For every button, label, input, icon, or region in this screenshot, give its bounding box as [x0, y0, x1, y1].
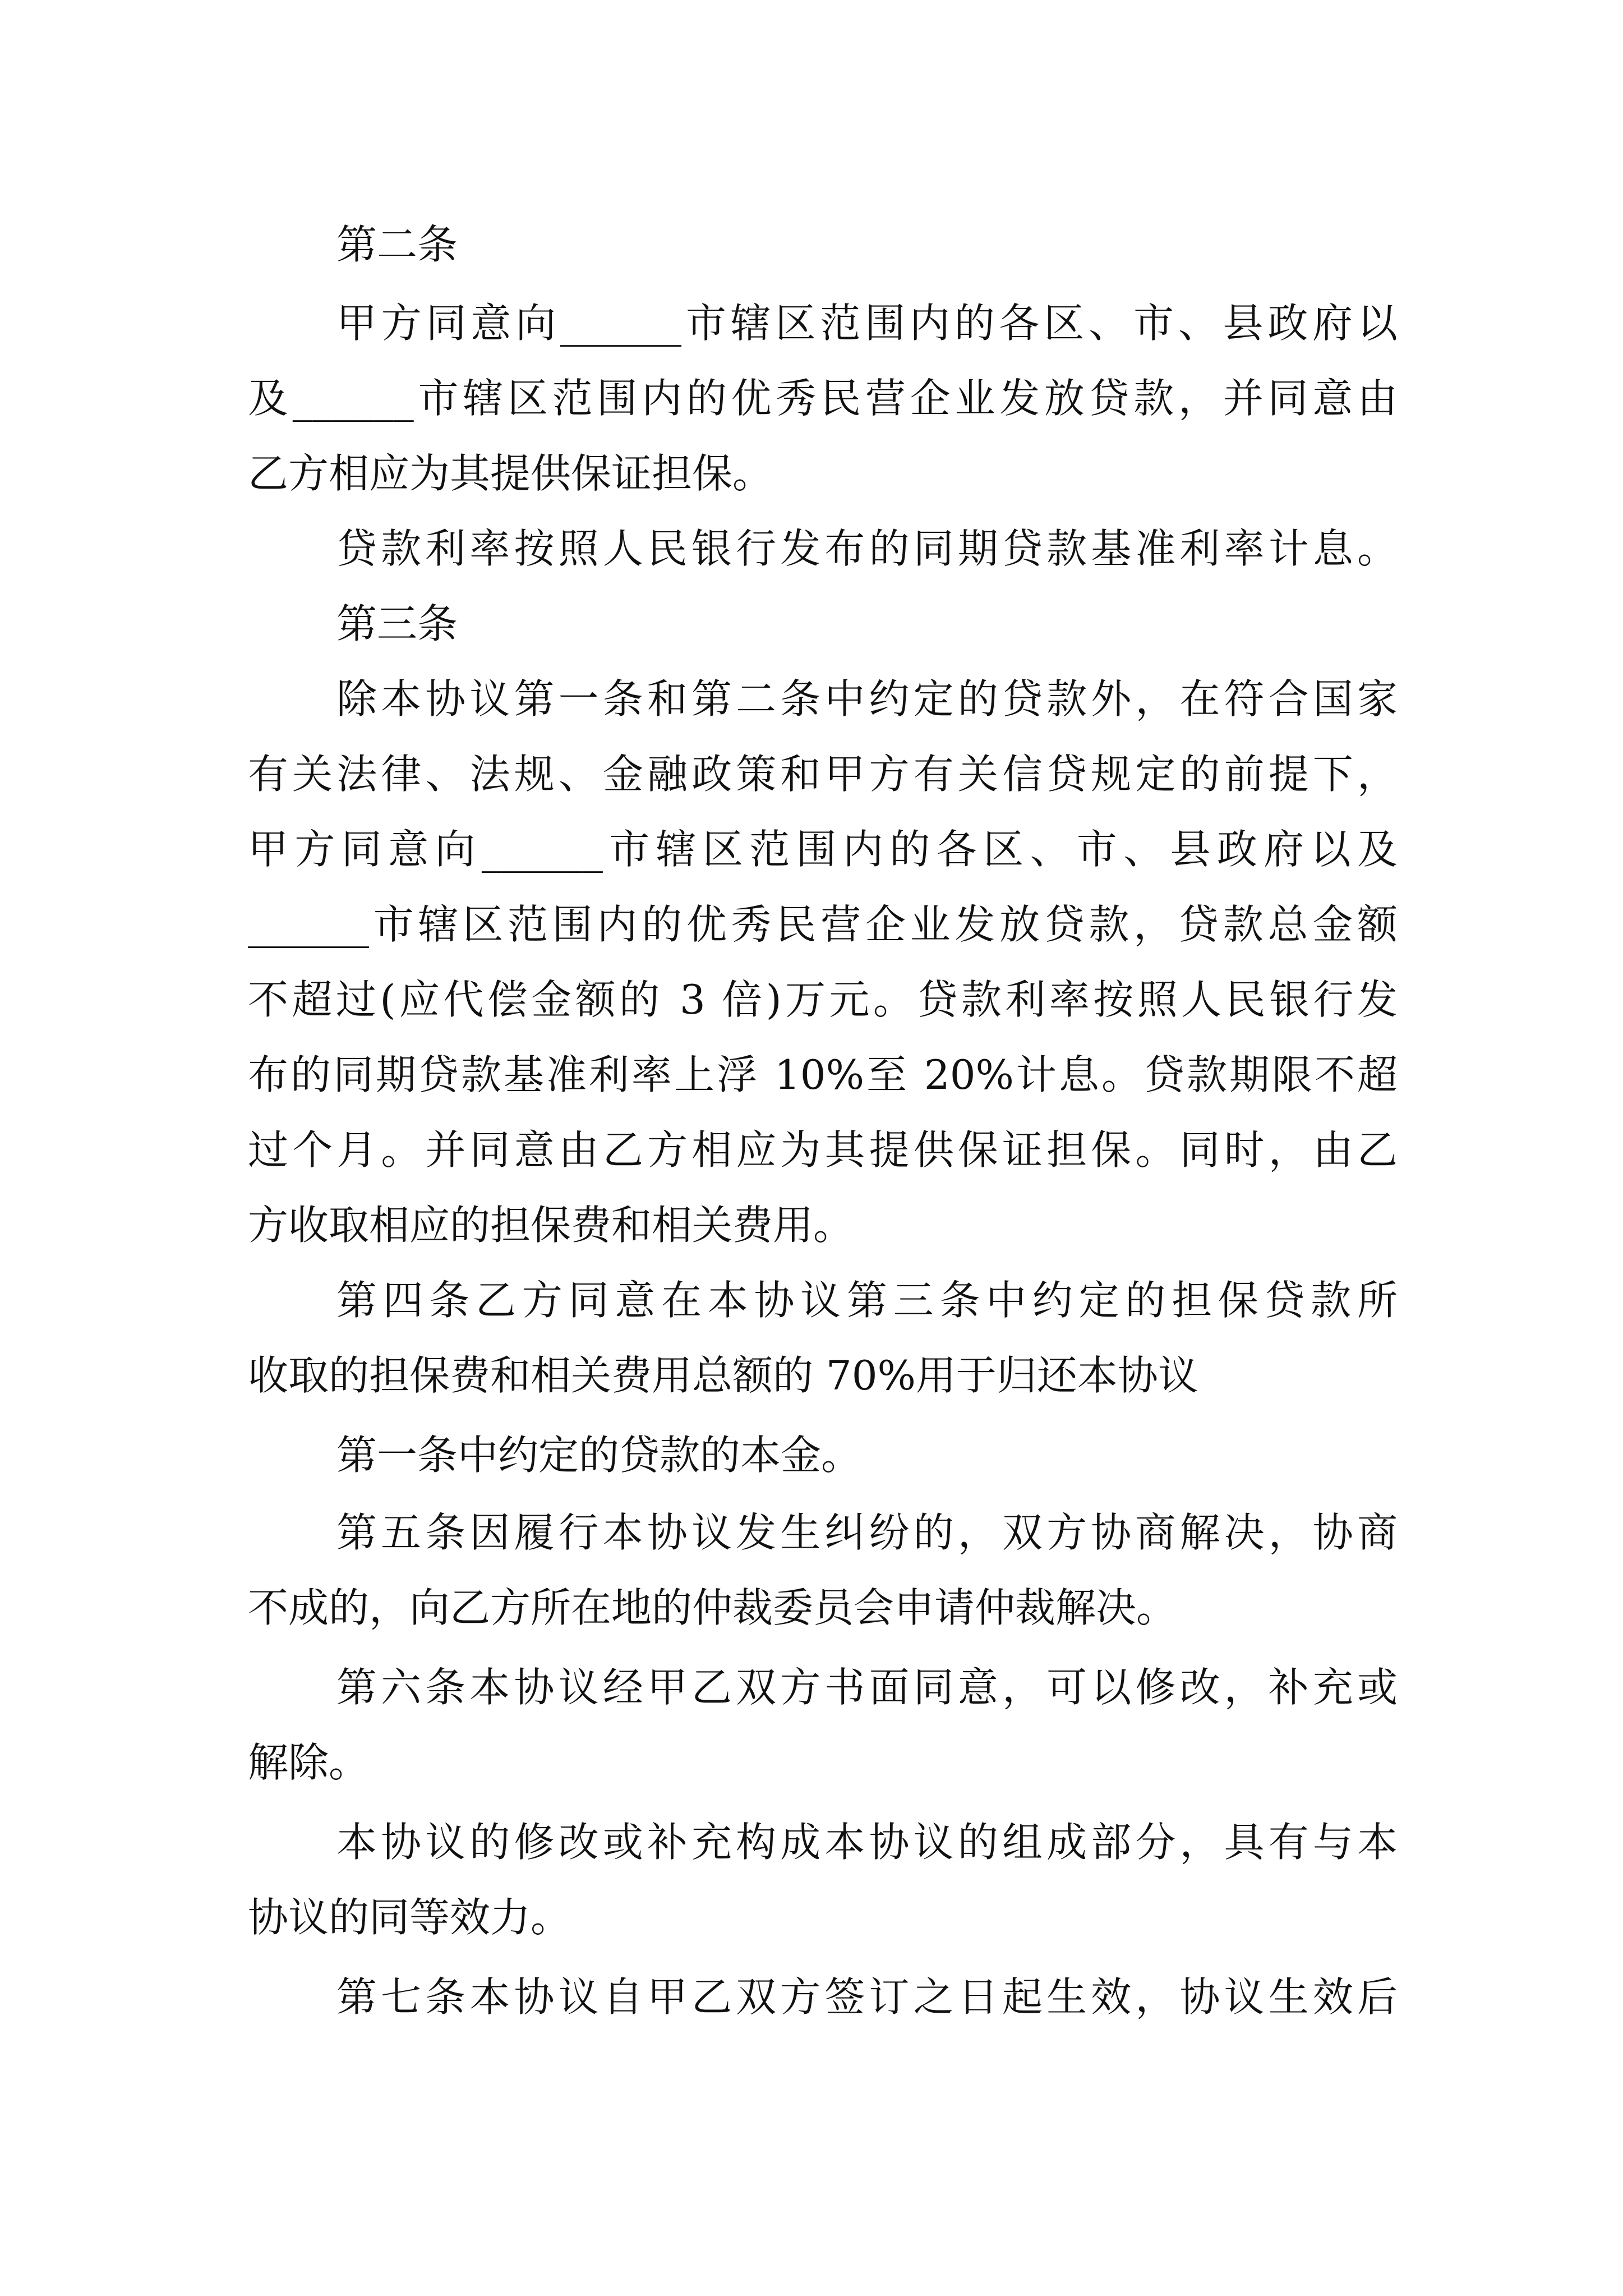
- text-line: 乙方相应为其提供保证担保。: [248, 450, 773, 497]
- text-line: 过个月。并同意由乙方相应为其提供保证担保。同时，由乙: [248, 1126, 1398, 1174]
- text-line: ______市辖区范围内的优秀民营企业发放贷款，贷款总金额: [248, 901, 1398, 948]
- article-7-text: 第七条本协议自甲乙双方签订之日起生效，协议生效后: [336, 1973, 1398, 2021]
- text-line: 本协议的修改或补充构成本协议的组成部分，具有与本: [336, 1819, 1398, 1866]
- text-line: 第一条中约定的贷款的本金。: [336, 1432, 862, 1479]
- text-line: 贷款利率按照人民银行发布的同期贷款基准利率计息。: [336, 525, 1398, 572]
- text-line: 不成的，向乙方所在地的仲裁委员会申请仲裁解决。: [248, 1584, 1177, 1631]
- article-4-text: 第四条乙方同意在本协议第三条中约定的担保贷款所: [336, 1277, 1398, 1324]
- text-line: 解除。: [248, 1739, 370, 1786]
- text-line: 及______市辖区范围内的优秀民营企业发放贷款，并同意由: [248, 375, 1398, 422]
- text-line: 不超过(应代偿金额的 3 倍)万元。贷款利率按照人民银行发: [248, 976, 1398, 1023]
- text-line: 甲方同意向______市辖区范围内的各区、市、县政府以: [336, 300, 1398, 347]
- text-line: 方收取相应的担保费和相关费用。: [248, 1202, 854, 1249]
- text-line: 有关法律、法规、金融政策和甲方有关信贷规定的前提下，: [248, 751, 1398, 798]
- article-5-text: 第五条因履行本协议发生纠纷的，双方协商解决，协商: [336, 1509, 1398, 1556]
- text-line: 收取的担保费和相关费用总额的 70%用于归还本协议: [248, 1352, 1198, 1399]
- text-line: 布的同期贷款基准利率上浮 10%至 20%计息。贷款期限不超: [248, 1051, 1398, 1098]
- text-line: 除本协议第一条和第二条中约定的贷款外，在符合国家: [336, 675, 1398, 723]
- article-3-heading: 第三条: [336, 600, 458, 647]
- article-2-heading: 第二条: [336, 221, 458, 268]
- article-6-text: 第六条本协议经甲乙双方书面同意，可以修改，补充或: [336, 1664, 1398, 1711]
- text-line: 协议的同等效力。: [248, 1894, 571, 1941]
- text-line: 甲方同意向______市辖区范围内的各区、市、县政府以及: [248, 826, 1398, 873]
